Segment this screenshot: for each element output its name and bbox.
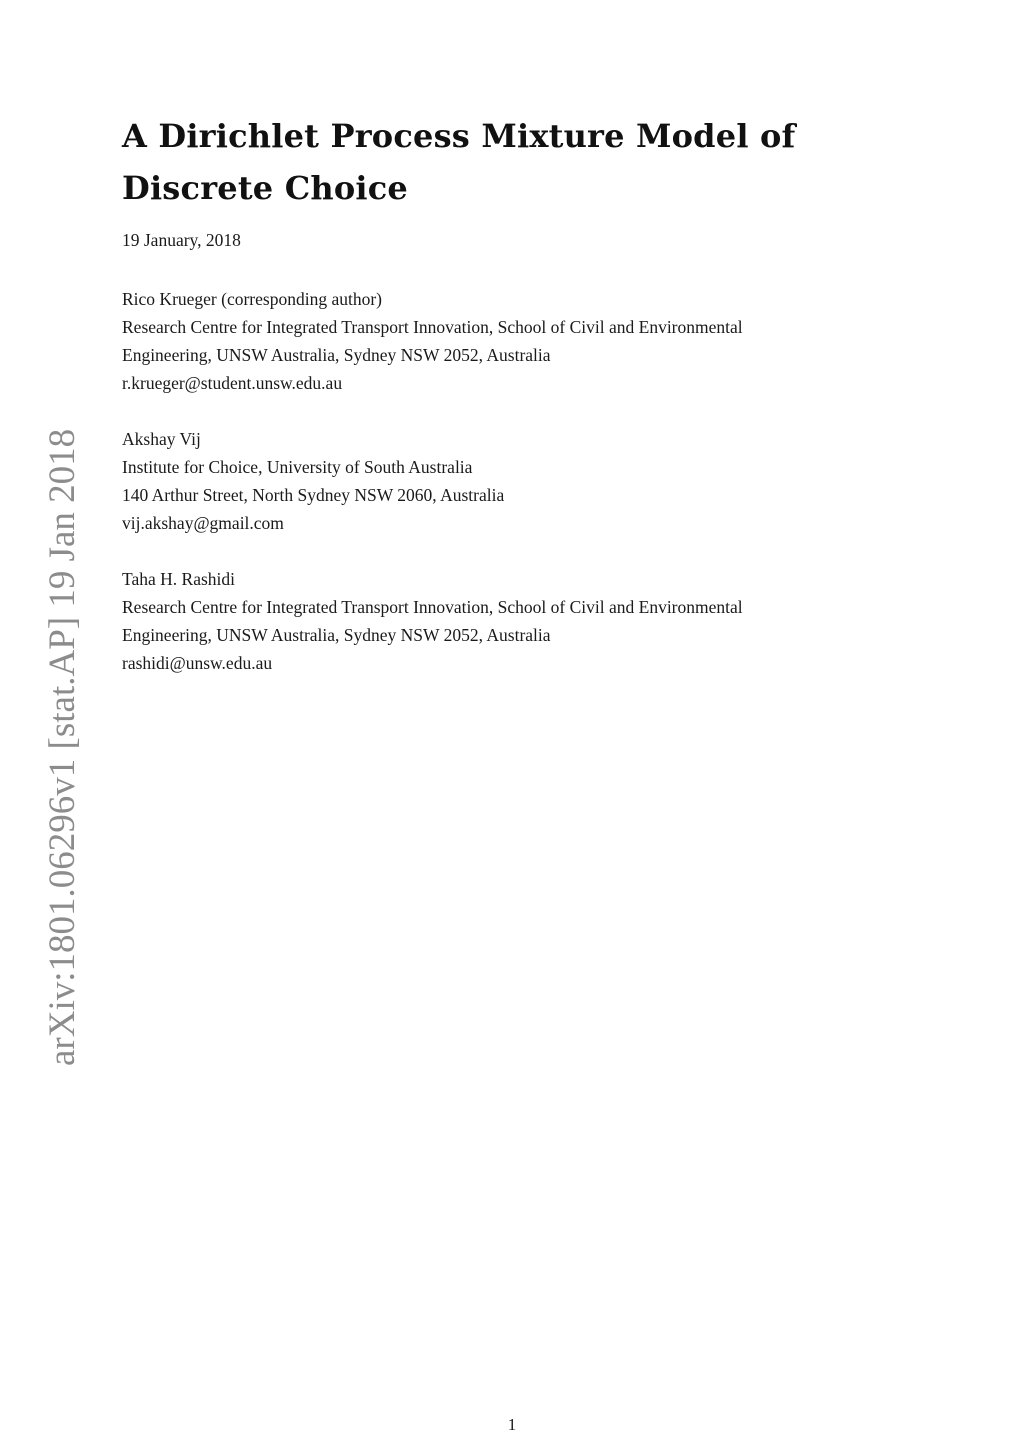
author-affiliation-line: Institute for Choice, University of South Australia: [122, 457, 473, 477]
author-affiliation-line: Engineering, UNSW Australia, Sydney NSW 2052, Australia: [122, 625, 551, 645]
arxiv-identifier-stamp: arXiv:1801.06296v1 [stat.AP] 19 Jan 2018: [42, 428, 83, 1066]
author-affiliation-line: Research Centre for Integrated Transport Innovation, School of Civil and Environmental: [122, 317, 743, 337]
author-affiliation-line: Research Centre for Integrated Transport Innovation, School of Civil and Environmental: [122, 597, 743, 617]
author-block-vij: [122, 425, 902, 537]
publication-date: 19 January, 2018: [122, 230, 241, 250]
author-affiliation-line: Engineering, UNSW Australia, Sydney NSW 2052, Australia: [122, 345, 551, 365]
author-email: rashidi@unsw.edu.au: [122, 653, 273, 673]
author-name: Akshay Vij: [122, 429, 201, 449]
paper-title-line-1: A Dirichlet Process Mixture Model of: [122, 117, 796, 155]
author-name: Rico Krueger (corresponding author): [122, 289, 382, 309]
author-name: Taha H. Rashidi: [122, 569, 235, 589]
author-email: r.krueger@student.unsw.edu.au: [122, 373, 343, 393]
page-number: 1: [507, 1415, 517, 1434]
author-email: vij.akshay@gmail.com: [122, 513, 284, 533]
author-block-krueger: [122, 285, 902, 397]
paper-title: [122, 110, 882, 214]
paper-title-line-2: Discrete Choice: [122, 169, 408, 207]
author-block-rashidi: [122, 565, 902, 677]
author-affiliation-line: 140 Arthur Street, North Sydney NSW 2060, Australia: [122, 485, 505, 505]
